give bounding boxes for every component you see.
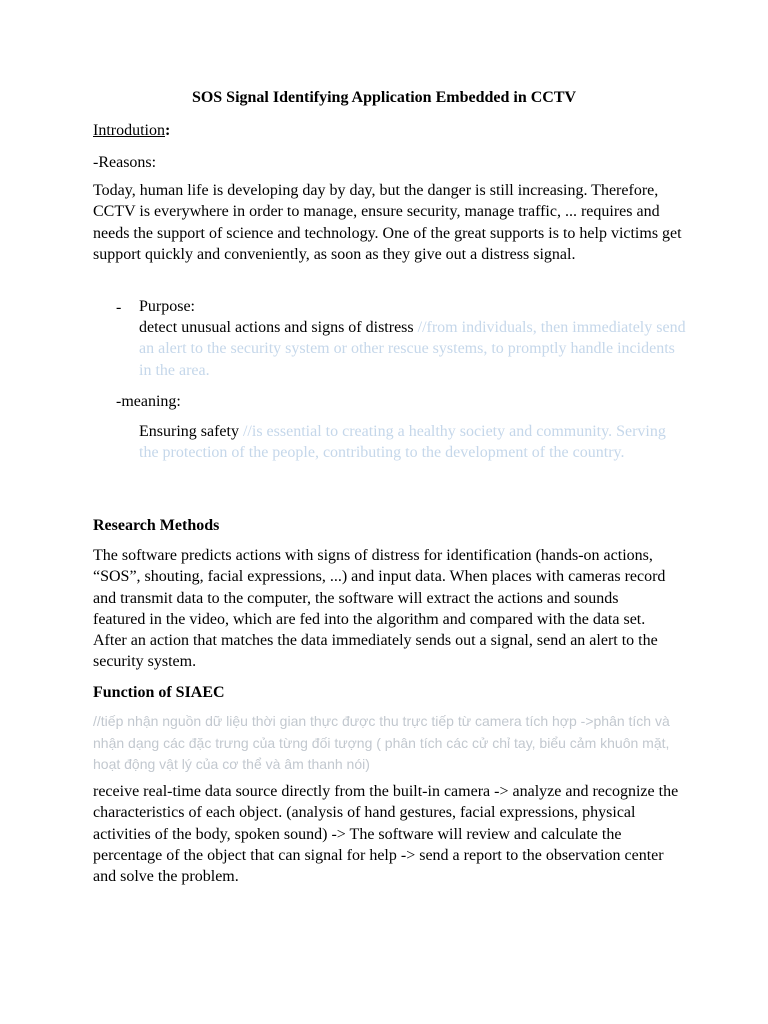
methods-heading: Research Methods	[93, 517, 220, 534]
reasons-paragraph: Today, human life is developing day by day, but the danger is still increasing. Therefore, CCTV is everywhere in order to manage, ensure security, manage traffic, ... requires and needs the support of science and technology. One of the great supports is to help victims get support quickly and conveniently, as soon as they give out a distress signal.	[93, 182, 682, 263]
methods-paragraph: The software predicts actions with signs of distress for identification (hands-on actions, “SOS”, shouting, facial expressions, ...) and input data. When places with cameras record and transmit data to the computer, the software will extract the actions and sounds featured in the video, which are fed into the algorithm and compared with the data set. After an action that matches the data immediately sends out a signal, send an alert to the security system.	[93, 547, 666, 671]
meaning-label: -meaning:	[116, 393, 181, 410]
purpose-bullet: -	[116, 299, 122, 316]
function-heading: Function of SIAEC	[93, 684, 225, 701]
purpose-paragraph	[139, 317, 689, 381]
purpose-label: Purpose:	[139, 298, 195, 315]
meaning-paragraph	[139, 421, 689, 464]
intro-heading: Introdution	[93, 122, 165, 139]
meaning-note: //is essential to creating a healthy society and community. Serving the protection of the people, contributing to the development of the country.	[139, 423, 666, 462]
function-note: //tiếp nhận nguồn dữ liệu thời gian thực được thu trực tiếp từ camera tích hợp ->phân tích và nhận dạng các đặc trưng của từng đối tượng ( phân tích các cử chỉ tay, biểu cảm khuôn mặt, hoạt động vật lý của cơ thể và âm thanh nói)	[93, 713, 670, 772]
document-title: SOS Signal Identifying Application Embedded in CCTV	[191, 89, 577, 106]
purpose-note: //from individuals, then immediately send an alert to the security system or other rescue systems, to promptly handle incidents in the area.	[139, 319, 686, 379]
purpose-text: detect unusual actions and signs of distress	[139, 319, 418, 336]
function-paragraph: receive real-time data source directly from the built-in camera -> analyze and recognize the characteristics of each object. (analysis of hand gestures, facial expressions, physical activities of the body, spoken sound) -> The software will review and calculate the percentage of the object that can signal for help -> send a report to the observation center and solve the problem.	[93, 783, 679, 886]
intro-heading-line	[93, 120, 170, 141]
intro-colon: :	[165, 122, 171, 139]
meaning-text: Ensuring safety	[139, 423, 243, 440]
reasons-label: -Reasons:	[93, 154, 157, 171]
